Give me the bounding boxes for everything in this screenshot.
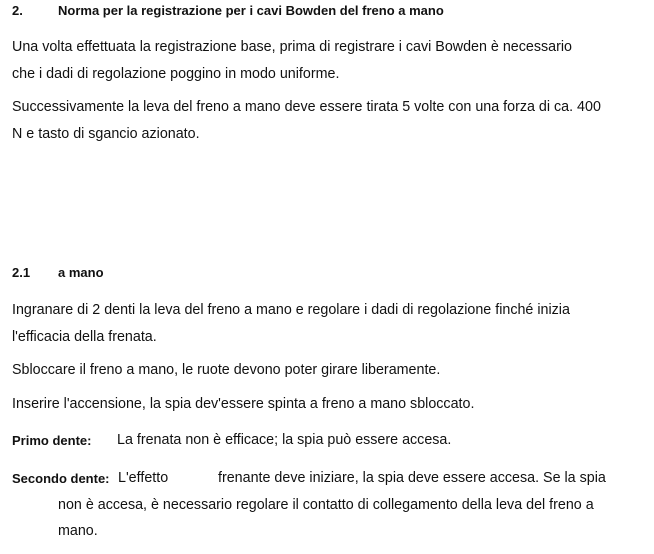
paragraph-line: Una volta effettuata la registrazione base, prima di registrare i cavi Bowden è necessario bbox=[12, 39, 572, 55]
section-2-1-title: a mano bbox=[58, 265, 104, 280]
secondo-dente-label: Secondo dente: bbox=[12, 471, 110, 486]
section-2-1-paragraph-3 bbox=[12, 391, 642, 418]
primo-dente-label: Primo dente: bbox=[12, 433, 92, 448]
section-2-number: 2. bbox=[12, 3, 23, 18]
section-2-1-heading bbox=[12, 265, 312, 283]
section-2-1-number: 2.1 bbox=[12, 265, 31, 280]
paragraph-line: Sbloccare il freno a mano, le ruote devono poter girare liberamente. bbox=[12, 362, 441, 378]
section-2-1-paragraph-2 bbox=[12, 357, 642, 384]
secondo-dente-line-3: mano. bbox=[58, 523, 98, 539]
section-2-title: Norma per la registrazione per i cavi Bowden del freno a mano bbox=[58, 3, 444, 18]
paragraph-line: che i dadi di regolazione poggino in modo uniforme. bbox=[12, 66, 340, 82]
secondo-dente-text-b: frenante deve iniziare, la spia deve essere accesa. Se la spia bbox=[218, 470, 606, 486]
paragraph-line: l'efficacia della frenata. bbox=[12, 329, 157, 345]
section-2-1-paragraph-1 bbox=[12, 297, 642, 351]
secondo-dente-text-a: L'effetto bbox=[118, 470, 169, 486]
section-2-heading bbox=[12, 3, 612, 21]
paragraph-line: Inserire l'accensione, la spia dev'essere spinta a freno a mano sbloccato. bbox=[12, 396, 475, 412]
section-2-paragraph-1 bbox=[12, 34, 642, 88]
paragraph-line: N e tasto di sgancio azionato. bbox=[12, 126, 200, 142]
paragraph-line: Ingranare di 2 denti la leva del freno a mano e regolare i dadi di regolazione finché inizia bbox=[12, 302, 570, 318]
secondo-dente-line-2: non è accesa, è necessario regolare il contatto di collegamento della leva del freno a bbox=[58, 497, 594, 513]
primo-dente-text: La frenata non è efficace; la spia può essere accesa. bbox=[117, 432, 452, 448]
section-2-paragraph-2 bbox=[12, 94, 642, 148]
paragraph-line: Successivamente la leva del freno a mano deve essere tirata 5 volte con una forza di ca. 400 bbox=[12, 99, 601, 115]
